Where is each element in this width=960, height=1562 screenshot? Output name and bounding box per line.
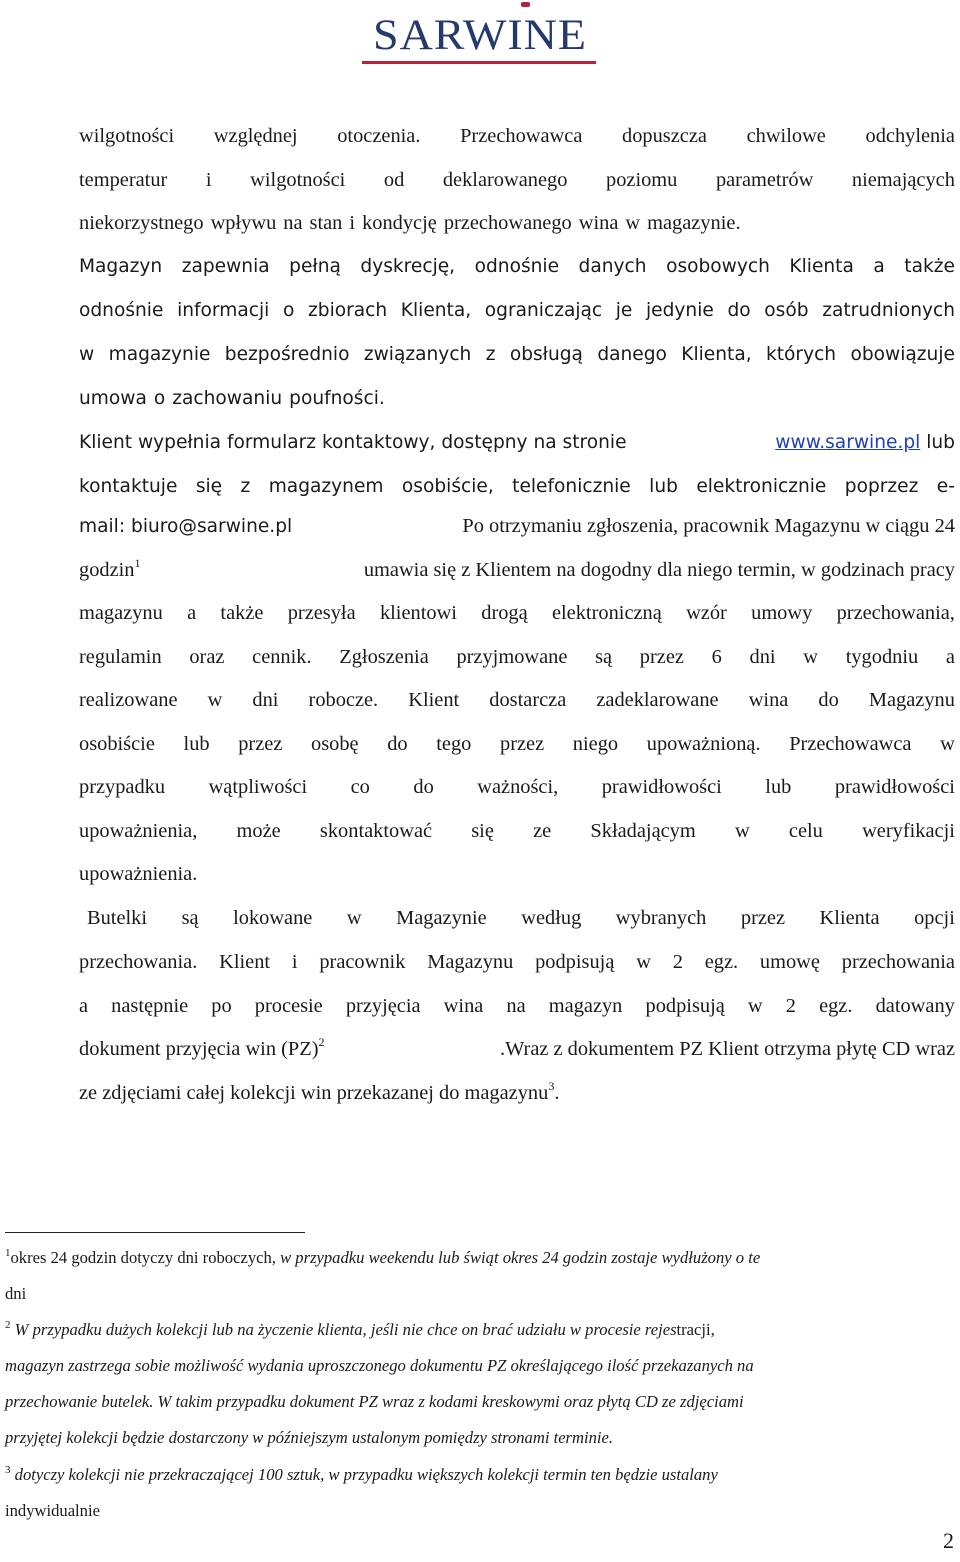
body-text: .: [554, 1081, 560, 1104]
word: w: [207, 689, 223, 711]
body-line: [79, 115, 955, 159]
website-link[interactable]: www.sarwine.pl: [775, 432, 921, 453]
word: upoważnioną.: [646, 732, 761, 755]
word: obsługą: [509, 344, 583, 365]
word: podpisują: [535, 951, 615, 973]
word: pracownik: [319, 951, 406, 973]
word: co: [350, 776, 370, 798]
footnote-line: [5, 1312, 955, 1348]
word: niekorzystnego: [79, 212, 204, 234]
body-line: [79, 421, 955, 465]
word: są: [595, 645, 613, 668]
body-text: Klient wypełnia formularz kontaktowy, dostępny na stronie: [79, 432, 627, 453]
body-text: ze zdjęciami całej kolekcji win przekazanej do magazynu: [79, 1081, 549, 1104]
word: o: [153, 388, 166, 409]
word: umowy: [751, 602, 813, 624]
word: wilgotności: [79, 125, 175, 147]
word: magazynem: [268, 476, 384, 497]
word: umowa: [79, 388, 147, 409]
word: może: [236, 819, 281, 842]
footnote-text: dotyczy kolekcji nie przekraczającej 100 sztuk, w przypadku większych kolekcji termin ten będzie ustalany: [14, 1465, 718, 1484]
word: od: [383, 168, 405, 191]
word: Zgłoszenia: [339, 645, 429, 668]
paragraph-confidentiality: [79, 245, 955, 509]
word: związanych: [363, 344, 472, 365]
footnote-ref: 3: [548, 1078, 555, 1093]
word: opcji: [914, 907, 955, 929]
word: Magazyn: [79, 256, 163, 277]
word: w: [625, 212, 641, 234]
word: prawidłowości: [601, 776, 722, 798]
body-line: [79, 679, 955, 723]
body-line: [79, 333, 955, 377]
word: w: [940, 732, 955, 755]
word: dostarcza: [489, 689, 567, 711]
word: osobę: [311, 732, 359, 755]
body-text: dokument przyjęcia win (PZ): [79, 1038, 319, 1060]
word: Klienta,: [681, 344, 752, 365]
word: 2: [672, 951, 683, 973]
word: według: [521, 907, 582, 929]
word: zatrudnionych: [822, 300, 955, 321]
word: tego: [436, 732, 472, 755]
word: osobiście,: [401, 476, 494, 497]
word: celu: [788, 819, 823, 842]
word: ważności,: [477, 776, 559, 798]
word: pełną: [289, 256, 341, 277]
word: i: [349, 212, 356, 234]
footnote-number: 3: [5, 1464, 11, 1476]
word: deklarowanego: [442, 168, 568, 191]
word: z: [485, 344, 496, 365]
word: i: [205, 168, 212, 191]
word: poziomu: [606, 168, 678, 191]
body-line: [79, 592, 955, 636]
word: a: [187, 602, 197, 624]
body-text: lub: [926, 432, 955, 453]
paragraph-order-process: [79, 505, 955, 897]
word: e-: [936, 476, 955, 497]
word: Magazynie: [396, 907, 487, 929]
word: umowę: [759, 951, 820, 973]
word: których: [766, 344, 837, 365]
word: do: [727, 300, 751, 321]
word: wątpliwości: [208, 776, 308, 798]
word: do: [818, 689, 839, 711]
word: na: [283, 212, 303, 234]
body-line: [79, 465, 955, 509]
word: lub: [183, 732, 210, 755]
word: parametrów: [715, 168, 814, 191]
word: Magazynu: [868, 689, 955, 711]
word: zadeklarowane: [596, 689, 719, 711]
word: 6: [711, 645, 722, 668]
footnote-2: [5, 1312, 955, 1456]
body-line: [79, 549, 955, 593]
word: przesyła: [287, 602, 356, 624]
word: zapewnia: [181, 256, 270, 277]
word: datowany: [875, 994, 955, 1017]
word: podpisują: [645, 994, 725, 1017]
word: danych: [578, 256, 647, 277]
word: magazyn: [548, 994, 623, 1017]
footnote-ref: 1: [134, 555, 141, 570]
word: przechowania,: [836, 602, 955, 624]
word: Klient: [408, 689, 460, 711]
body-line: [79, 159, 955, 203]
word: Klienta,: [400, 300, 472, 321]
footnote-text: tracji,: [676, 1320, 715, 1339]
word: egz.: [819, 994, 853, 1017]
word: Klienta: [819, 907, 880, 929]
word: cennik.: [252, 645, 312, 668]
word: elektronicznie: [696, 476, 827, 497]
word: przyjęcia: [345, 994, 421, 1017]
word: 2: [785, 994, 796, 1017]
word: Magazynu: [427, 951, 514, 973]
paragraph-storage-conditions: [79, 115, 955, 246]
footnote-text: okres 24 godzin dotyczy dni roboczych,: [10, 1248, 276, 1267]
word: prawidłowości: [834, 776, 955, 798]
body-line: [79, 723, 955, 767]
word: w: [79, 344, 95, 365]
body-line: [79, 941, 955, 985]
word: odchylenia: [865, 125, 955, 147]
word: poufności.: [289, 388, 385, 409]
word: wina: [578, 212, 619, 234]
word: weryfikacji: [862, 819, 955, 842]
footnote-line: przechowanie butelek. W takim przypadku dokument PZ wraz z kodami kreskowymi oraz płytą CD ze zdjęciami: [5, 1392, 744, 1411]
company-logo: [0, 2, 960, 66]
word: kondycję: [362, 212, 437, 234]
word: magazynie.: [647, 212, 741, 234]
word: do: [387, 732, 408, 755]
word: je: [615, 300, 633, 321]
word: odnośnie: [474, 256, 560, 277]
word: drogą: [481, 602, 528, 624]
footnote-ref: 2: [318, 1035, 325, 1049]
word: po: [211, 994, 232, 1017]
word: kontaktuje: [79, 476, 178, 497]
word: klientowi: [379, 602, 457, 624]
word: upoważnienia,: [79, 819, 198, 842]
footnote-number: 1: [5, 1247, 11, 1259]
footnote-line: dni: [5, 1284, 27, 1303]
body-text: Po otrzymaniu zgłoszenia, pracownik Magazynu w ciągu 24: [462, 515, 955, 537]
word: na: [506, 994, 526, 1017]
logo-underline: [362, 61, 596, 64]
footnote-line: indywidualnie: [5, 1501, 100, 1520]
word: także: [220, 602, 264, 624]
paragraph-bottle-placement: [87, 897, 955, 941]
body-line: [79, 202, 955, 246]
word: Przechowawca: [460, 125, 583, 147]
word: tygodniu: [845, 645, 919, 668]
word: wpływu: [210, 212, 277, 234]
word: upoważnienia.: [79, 863, 198, 885]
word: Butelki: [87, 907, 148, 929]
word: zachowaniu: [172, 388, 283, 409]
word: Przechowawca: [789, 732, 912, 755]
word: elektroniczną: [551, 602, 662, 624]
word: dni: [252, 689, 279, 711]
email-text: mail: biuro@sarwine.pl: [79, 516, 293, 537]
word: magazynie: [108, 344, 211, 365]
body-line: [79, 985, 955, 1029]
word: skontaktować: [319, 819, 433, 842]
word: wzór: [686, 602, 727, 624]
word: osobowych: [666, 256, 770, 277]
word: wybranych: [615, 907, 707, 929]
word: Klienta: [789, 256, 854, 277]
word: procesie: [254, 994, 323, 1017]
word: w: [346, 907, 362, 929]
body-text: godzin: [79, 558, 135, 581]
word: następnie: [111, 994, 189, 1017]
word: magazynu: [79, 602, 163, 624]
footnote-line: magazyn zastrzega sobie możliwość wydania uproszczonego dokumentu PZ określającego ilość przekazanych na: [5, 1356, 754, 1375]
footnote-text: W przypadku dużych kolekcji lub na życzenie klienta, jeśli nie chce on brać udziału w procesie rejes: [14, 1320, 677, 1339]
body-line: [79, 245, 955, 289]
word: i: [291, 951, 298, 973]
word: przez: [639, 645, 684, 668]
page-number: 2: [943, 1528, 954, 1553]
word: egz.: [704, 951, 739, 973]
body-line: [79, 766, 955, 810]
word: obowiązuje: [850, 344, 955, 365]
word: otoczenia.: [337, 125, 421, 147]
word: Klient: [219, 951, 271, 973]
word: ograniczając: [484, 300, 603, 321]
word: o: [282, 300, 295, 321]
footnote-line: [5, 1240, 955, 1276]
word: także: [904, 256, 955, 277]
word: zbiorach: [308, 300, 388, 321]
body-text: .Wraz z dokumentem PZ Klient otrzyma płytę CD wraz: [500, 1038, 955, 1060]
word: realizowane: [79, 689, 178, 711]
word: w: [734, 819, 750, 842]
body-line: [79, 1072, 955, 1116]
word: przechowanego: [443, 212, 572, 234]
paragraph-bottle-placement-cont: [79, 941, 955, 1115]
word: niego: [572, 732, 619, 755]
body-line: [79, 853, 955, 897]
word: niemających: [851, 168, 955, 191]
word: stan: [309, 212, 343, 234]
word: przechowania: [841, 951, 955, 973]
footnote-number: 2: [5, 1319, 11, 1331]
word: a: [873, 256, 885, 277]
word: chwilowe: [746, 125, 826, 147]
word: w: [747, 994, 763, 1017]
word: jedynie: [646, 300, 714, 321]
word: lokowane: [233, 907, 313, 929]
word: Składającym: [590, 819, 696, 842]
body-line: [79, 636, 955, 680]
body-line: [87, 897, 955, 941]
word: telefonicznie: [512, 476, 631, 497]
word: informacji: [177, 300, 270, 321]
footnote-line: przyjętej kolekcji będzie dostarczony w późniejszym ustalonym pomiędzy stronami terminie.: [5, 1428, 614, 1447]
body-line: [79, 377, 955, 421]
body-line: [79, 810, 955, 854]
word: przez: [500, 732, 545, 755]
footnote-text: w przypadku weekendu lub świąt okres 24 godzin zostaje wydłużony o te: [280, 1248, 761, 1267]
word: oraz: [189, 645, 225, 668]
word: lub: [649, 476, 678, 497]
word: w: [803, 645, 818, 668]
word: przechowania.: [79, 951, 198, 973]
word: się: [471, 819, 494, 842]
footnote-separator: [5, 1232, 305, 1233]
word: dyskrecję,: [360, 256, 456, 277]
word: temperatur: [79, 168, 168, 191]
body-line: [79, 505, 955, 549]
word: wina: [443, 994, 484, 1017]
word: a: [945, 645, 955, 668]
word: a: [79, 994, 89, 1017]
word: przypadku: [79, 776, 166, 798]
word: przez: [238, 732, 283, 755]
logo-accent-mark: [521, 2, 530, 7]
word: osobiście: [79, 732, 155, 755]
body-line: [79, 289, 955, 333]
word: lub: [765, 776, 792, 798]
word: do: [413, 776, 434, 798]
word: z: [240, 476, 251, 497]
word: wina: [748, 689, 789, 711]
word: danego: [597, 344, 667, 365]
logo-text: SARWINE: [373, 10, 587, 59]
word: są: [181, 907, 199, 929]
footnote-3: [5, 1457, 955, 1529]
word: dopuszcza: [622, 125, 707, 147]
word: przez: [740, 907, 786, 929]
word: osób: [764, 300, 809, 321]
footnote-1: [5, 1240, 955, 1312]
word: się: [195, 476, 223, 497]
footnote-line: [5, 1457, 955, 1493]
body-text: umawia się z Klientem na dogodny dla niego termin, w godzinach pracy: [363, 558, 955, 581]
word: przyjmowane: [456, 645, 568, 668]
word: bezpośrednio: [224, 344, 350, 365]
word: regulamin: [79, 645, 162, 668]
word: robocze.: [308, 689, 379, 711]
word: wilgotności: [250, 168, 346, 191]
word: dni: [749, 645, 776, 668]
word: w: [636, 951, 651, 973]
word: poprzez: [844, 476, 919, 497]
word: ze: [533, 819, 552, 842]
word: względnej: [213, 125, 298, 147]
body-line: [79, 1028, 955, 1072]
word: odnośnie: [79, 300, 164, 321]
